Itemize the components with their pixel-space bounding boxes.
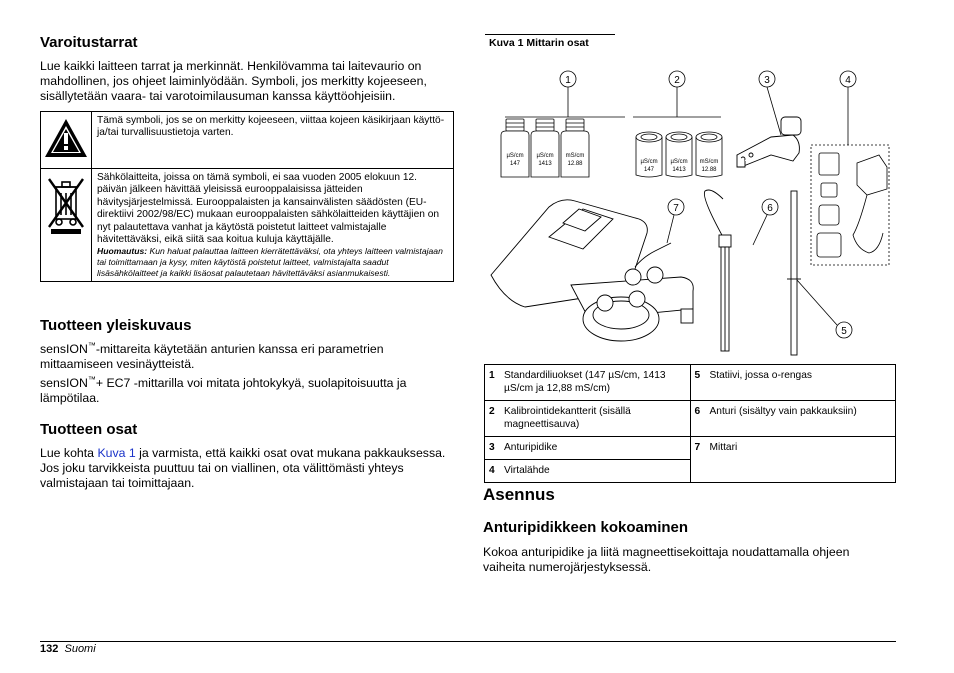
beaker-3-unit: mS/cm: [699, 159, 719, 165]
table-row: 4 Virtalähde: [485, 460, 896, 483]
bottle-3-value: 12.88: [567, 161, 583, 167]
callout-6: [753, 199, 778, 245]
callout-number-7: 7: [673, 203, 679, 214]
warning-symbols-table: [40, 111, 454, 282]
overview-paragraph-1: sensION™-mittareita käytetään anturien kanssa eri parametrien mittaamiseen vesinäytteistä.: [40, 340, 384, 371]
warning-symbol-description: Tämä symboli, jos se on merkitty kojeeseen, viittaa kojeen käsikirjaan käyttö- ja/tai turvallisuustietoja varten.: [92, 112, 454, 169]
standard-bottles: [501, 119, 589, 177]
callout-number-2: 2: [674, 75, 680, 86]
callout-number-3: 3: [764, 75, 770, 86]
product-parts-heading: Tuotteen osat: [40, 421, 138, 438]
page-number: 132: [40, 643, 59, 655]
table-row: [41, 169, 454, 282]
footer-language: Suomi: [64, 643, 96, 655]
figure-1-link[interactable]: Kuva 1: [97, 446, 136, 460]
table-row: 2 Kalibrointidekantterit (sisällä magneettisauva) 6 Anturi (sisältyy vain pakkauksiin): [485, 401, 896, 437]
callout-number-1: 1: [565, 75, 571, 86]
stand-rod: [787, 191, 801, 355]
callout-number-5: 5: [841, 326, 847, 337]
beaker-1-value: 147: [643, 167, 655, 173]
beaker-2-unit: µS/cm: [670, 159, 688, 165]
bottle-2-value: 1413: [538, 161, 552, 167]
beaker-3-value: 12.88: [701, 167, 717, 173]
overview-paragraph-2: sensION™+ EC7 -mittarilla voi mitata johtokykyä, suolapitoisuutta ja lämpötilaa.: [40, 374, 407, 405]
beaker-1-unit: µS/cm: [640, 159, 658, 165]
figure-caption: Kuva 1 Mittarin osat: [489, 37, 589, 49]
page-footer: [40, 643, 96, 655]
warning-labels-intro: Lue kaikki laitteen tarrat ja merkinnät. Henkilövamma tai laitevaurio on mahdollinen, jos ohjeet laiminlyödään. Symboli, jos merkitty kojeeseen, sisällytetään vaara- tai varotoimilausuman kanssa käyttöohjeisiin.: [40, 59, 427, 103]
bottle-3-unit: mS/cm: [565, 153, 585, 159]
callout-3: [759, 71, 781, 135]
table-row: 1 Standardiliuokset (147 µS/cm, 1413 µS/cm ja 12,88 mS/cm) 5 Statiivi, jossa o-rengas: [485, 365, 896, 401]
bottle-1-unit: µS/cm: [506, 153, 524, 159]
probe-holder: [737, 117, 801, 167]
bottle-1-value: 147: [509, 161, 521, 167]
beaker-2-value: 1413: [672, 167, 686, 173]
footer-rule: [40, 641, 896, 642]
weee-description: Sähkölaitteita, joissa on tämä symboli, ei saa vuoden 2005 elokuun 12. päivän jälkeen hävittää yleisissä eurooppalaisissa jätteiden hävitysjärjestelmissä. Eurooppalaisten ja kansainvälisten säädösten (EU-direktiivi 2002/98/EC) mukaan eurooppalaisten sähkölaitteiden käyttäjien on nyt palautettava vanhat ja käytöstä poistetut laitteet valmistajalle hävitettäväksi, eikä siitä saa koitua kuluja käyttäjälle.: [97, 172, 440, 246]
callout-number-6: 6: [767, 203, 773, 214]
probe-illustration: [704, 190, 731, 351]
meter-illustration: [491, 200, 693, 341]
figure-legend-table: [484, 364, 896, 483]
power-supply: [811, 145, 889, 265]
callout-number-4: 4: [845, 75, 851, 86]
probe-holder-assembly-heading: Anturipidikkeen kokoaminen: [483, 519, 689, 536]
warning-triangle-icon: [43, 116, 89, 160]
warning-labels-heading: Varoitustarrat: [40, 34, 138, 51]
bottle-2-unit: µS/cm: [536, 153, 554, 159]
weee-note: [97, 246, 448, 278]
note-text: Kun haluat palauttaa laitteen kierrätettäväksi, ota yhteys laitteen valmistajaan tai toimittamaan ja kysy, miten käytöstä poistetut laitteet, valmistajalta saadut lisäsähkölaitteet ja kaikki lisäosat palautetaan hävitettäväksi asianmukaisesti.: [97, 246, 443, 278]
table-row: 3 Anturipidike 7 Mittari: [485, 437, 896, 460]
installation-heading: Asennus: [483, 485, 555, 504]
note-label: Huomautus:: [97, 246, 148, 257]
meter-parts-figure: [485, 55, 897, 360]
figure-caption-rule: [485, 34, 615, 35]
product-parts-paragraph: Lue kohta Kuva 1 ja varmista, että kaikki osat ovat mukana pakkauksessa. Jos joku tarvikkeista puuttuu tai on viallinen, ota välittömästi yhteys valmistajaan tai toimittajaan.: [40, 446, 446, 490]
probe-holder-assembly-paragraph: Kokoa anturipidike ja liitä magneettisekoittaja noudattamalla ohjeen vaiheita numerojärjestyksessä.: [483, 545, 850, 574]
table-row: [41, 112, 454, 169]
crossed-bin-icon: [46, 173, 86, 235]
product-overview-heading: Tuotteen yleiskuvaus: [40, 317, 192, 334]
